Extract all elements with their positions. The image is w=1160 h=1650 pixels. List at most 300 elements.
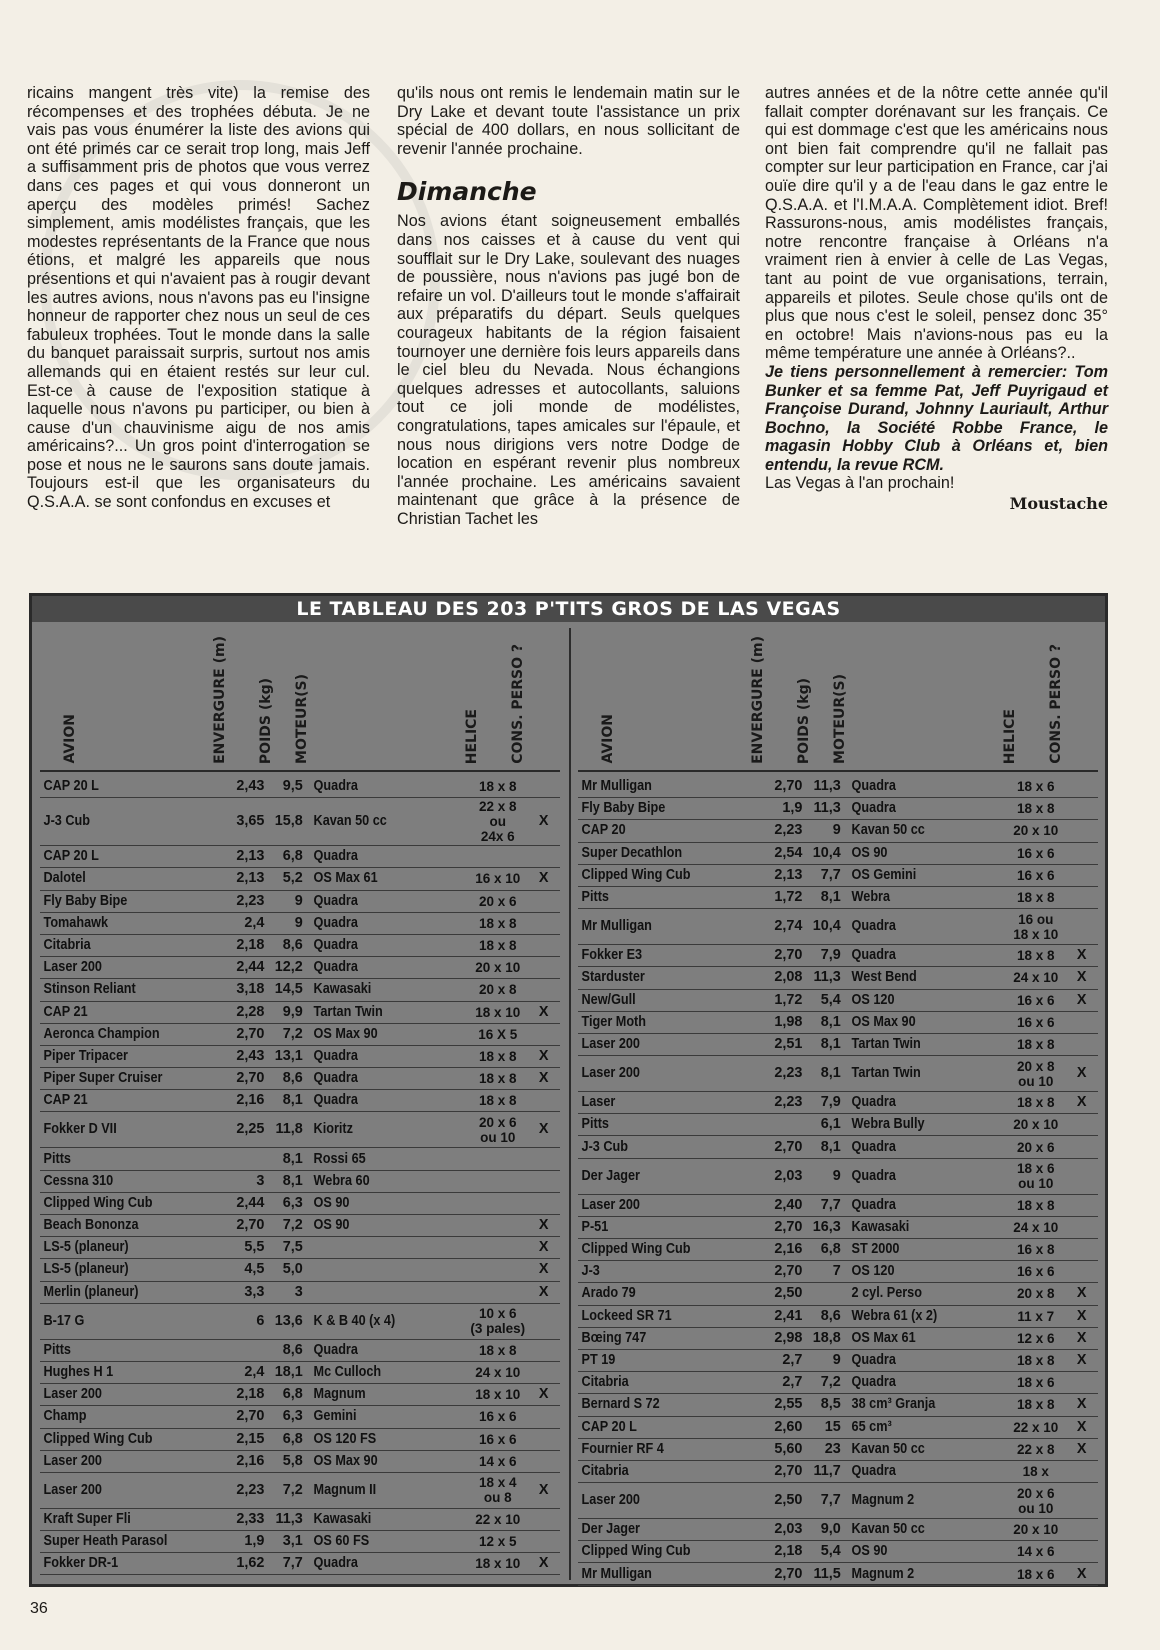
cell-helice: 22 x 8 ou 24x 6 bbox=[478, 799, 517, 845]
cell-helice: 16 x 6 bbox=[1016, 1014, 1055, 1030]
cell-poids: 11,3 bbox=[813, 800, 841, 817]
cell-moteur: OS Max 61 bbox=[851, 1329, 916, 1346]
table-row bbox=[40, 1193, 560, 1215]
cell-poids: 8,6 bbox=[282, 937, 303, 954]
cell-moteur: Quadra bbox=[313, 937, 358, 954]
cell-moteur: Quadra bbox=[851, 1352, 896, 1369]
cell-envergure: 2,15 bbox=[236, 1430, 265, 1447]
cell-helice: 18 x 8 bbox=[478, 1048, 517, 1064]
table-row bbox=[40, 846, 560, 868]
cell-avion: Citabria bbox=[43, 937, 91, 954]
cell-helice: 20 x 8 ou 10 bbox=[1016, 1058, 1055, 1089]
table-row bbox=[578, 1136, 1098, 1158]
aircraft-table bbox=[29, 593, 1108, 1587]
cell-moteur: 2 cyl. Perso bbox=[851, 1285, 922, 1302]
cell-helice: 18 x 8 bbox=[1016, 1353, 1055, 1369]
cell-moteur: Kavan 50 cc bbox=[851, 1440, 925, 1457]
table-row bbox=[578, 1372, 1098, 1394]
cell-cons: X bbox=[538, 1283, 549, 1300]
cell-helice: 18 x 10 bbox=[475, 1387, 521, 1403]
cell-helice: 18 x 8 bbox=[478, 779, 517, 795]
cell-poids: 9,9 bbox=[282, 1003, 303, 1020]
cell-avion: Super Heath Parasol bbox=[43, 1533, 168, 1550]
cell-moteur: Quadra bbox=[313, 1555, 358, 1572]
cell-moteur: Quadra bbox=[313, 892, 358, 909]
table-row bbox=[578, 967, 1098, 989]
cell-poids: 5,0 bbox=[282, 1261, 303, 1278]
column-2-text-bottom: Nos avions étant soigneusement emballés dans nos caisses et à cause du vent qui soufflait sur le Dry Lake, soulevant des nuages de poussière, nous n'avions pas jugé bon de refaire un vol. D'ailleurs tout le monde s'affairait aux préparatifs du départ. Seuls quelques courageux habitants de la région faisaient tournoyer une dernière fois leurs appareils dans le ciel bleu du Nevada. Nous échangions quelques adresses et autocollants, saluions tout ce joli monde de modélistes, congratulations, tapes amicales sur l'épaule, et nous nous dirigions vers notre Dodge de location en espérant revenir plus nombreux l'année prochaine. Les américains savaient maintenant que grâce à la présence de Christian Tachet les bbox=[397, 212, 740, 528]
table-row bbox=[578, 798, 1098, 820]
cell-avion: Fokker E3 bbox=[581, 947, 643, 964]
cell-cons: X bbox=[538, 1386, 549, 1403]
cell-avion: Hughes H 1 bbox=[43, 1364, 114, 1381]
cell-helice: 18 x 6 bbox=[1016, 1566, 1055, 1582]
table-row bbox=[578, 1350, 1098, 1372]
cell-poids: 8,1 bbox=[820, 1138, 841, 1155]
cell-envergure: 2,98 bbox=[774, 1329, 803, 1346]
cell-moteur: Quadra bbox=[313, 959, 358, 976]
table-row bbox=[578, 1092, 1098, 1114]
cell-poids: 14,5 bbox=[274, 981, 303, 998]
cell-avion: Clipped Wing Cub bbox=[581, 866, 691, 883]
cell-avion: Pitts bbox=[43, 1150, 71, 1167]
cell-avion: Merlin (planeur) bbox=[43, 1283, 139, 1300]
cell-poids: 8,1 bbox=[282, 1172, 303, 1189]
header-envergure: ENVERGURE (m) bbox=[212, 636, 228, 764]
cell-avion: Fokker DR-1 bbox=[43, 1555, 119, 1572]
cell-cons: X bbox=[1076, 1418, 1087, 1435]
cell-moteur: Quadra bbox=[313, 1070, 358, 1087]
cell-poids: 6,1 bbox=[820, 1116, 841, 1133]
cell-helice: 18 x 8 bbox=[478, 938, 517, 954]
cell-envergure: 1,98 bbox=[774, 1013, 803, 1030]
cell-envergure: 2,70 bbox=[774, 1565, 803, 1582]
cell-moteur: OS Max 90 bbox=[313, 1452, 378, 1469]
cell-avion: Laser 200 bbox=[581, 1196, 640, 1213]
cell-poids: 23 bbox=[824, 1440, 841, 1457]
cell-helice: 16 x 6 bbox=[1016, 845, 1055, 861]
cell-poids: 6,8 bbox=[282, 848, 303, 865]
cell-helice: 20 x 10 bbox=[1013, 823, 1059, 839]
cell-moteur: Webra 61 (x 2) bbox=[851, 1307, 937, 1324]
cell-poids: 9,0 bbox=[820, 1521, 841, 1538]
cell-moteur: Mc Culloch bbox=[313, 1364, 381, 1381]
cell-envergure: 2,18 bbox=[774, 1543, 803, 1560]
cell-envergure: 4,5 bbox=[244, 1261, 265, 1278]
cell-avion: New/Gull bbox=[581, 991, 636, 1008]
table-row bbox=[40, 935, 560, 957]
table-row bbox=[578, 865, 1098, 887]
cell-avion: Clipped Wing Cub bbox=[581, 1241, 691, 1258]
cell-avion: Dalotel bbox=[43, 870, 86, 887]
cell-helice: 18 x bbox=[1022, 1463, 1049, 1479]
cell-envergure: 2,44 bbox=[236, 959, 265, 976]
cell-cons: X bbox=[1076, 1094, 1087, 1111]
cell-poids: 8,5 bbox=[820, 1396, 841, 1413]
table-row bbox=[578, 945, 1098, 967]
header-avion: AVION bbox=[600, 714, 616, 764]
cell-poids: 16,3 bbox=[812, 1218, 841, 1235]
cell-envergure: 2,70 bbox=[774, 947, 803, 964]
cell-moteur: Magnum 2 bbox=[851, 1565, 914, 1582]
cell-moteur: Tartan Twin bbox=[313, 1003, 383, 1020]
cell-cons: X bbox=[538, 1003, 549, 1020]
table-row bbox=[40, 1215, 560, 1237]
cell-helice: 16 x 6 bbox=[1016, 1264, 1055, 1280]
cell-cons: X bbox=[538, 1121, 549, 1138]
cell-helice: 22 x 10 bbox=[1013, 1419, 1059, 1435]
cell-helice: 20 x 8 bbox=[1016, 1286, 1055, 1302]
table-row bbox=[578, 1541, 1098, 1563]
cell-cons: X bbox=[538, 1217, 549, 1234]
cell-envergure: 2,03 bbox=[774, 1521, 803, 1538]
column-1-text: ricains mangent très vite) la remise des récompenses et des trophées débuta. Je ne vais pas vous énumérer la liste des avions qui ont été primés car ce serait trop long, mais Jeff a suffisamment pris de photos que vous verrez dans ces pages et qui vous donneront un aperçu des modèles primés! Sachez simplement, amis modélistes français, que les modestes représentants de la France que nous étions, et malgré les appareils que nous présentions et qui n'avaient pas à rougir devant les autres avions, nous n'avons pas eu l'insigne honneur de rapporter chez nous un seul de ces fabuleux trophées. Tout le monde dans la salle du banquet paraissait surpris, surtout nos amis allemands qui en étaient restés sur leur cul. Est-ce à cause de l'exposition statique à laquelle nous n'avons pu participer, ou bien à cause d'un chauvinisme aigu de nos amis américains?... Un gros point d'interrogation se pose et nous ne le saurons sans doute jamais. Toujours est-il que les organisateurs du Q.S.A.A. se sont confondus en excuses et bbox=[27, 84, 370, 512]
cell-poids: 13,1 bbox=[274, 1047, 303, 1064]
acknowledgements: Je tiens personnellement à remercier: Tom Bunker et sa femme Pat, Jeff Puyrigaud et Françoise Durand, Johnny Lauriault, Arthur Bochno, la Société Robbe France, le magasin Hobby Club à Orléans et, bien entendu, la revue RCM. bbox=[765, 362, 1108, 474]
cell-helice: 18 x 8 bbox=[1016, 801, 1055, 817]
column-3-text: autres années et de la nôtre cette année qu'il fallait compter dorénavant sur les français. Ce qui est dommage c'est que les américains nous ont bien fait comprendre qu'il ne fallait pas compter sur leur participation en France, car j'ai ouïe dire qu'il y a de l'eau dans le gaz entre le Q.S.A.A. et l'I.M.A.A. Complètement idiot. Bref! Rassurons-nous, amis modélistes français, notre rencontre française à Orléans n'a vraiment rien à envier à celle de Las Vegas, tant au point de vue organisations, terrain, appareils et pilotes. Seule chose qu'ils ont de plus que nous c'est le soleil, pensez donc 35° en octobre! Mais n'avions-nous pas eu la même température une année à Orléans?.. bbox=[765, 84, 1108, 363]
cell-poids: 5,8 bbox=[282, 1452, 303, 1469]
cell-envergure: 2,50 bbox=[774, 1285, 803, 1302]
cell-envergure: 2,74 bbox=[774, 918, 803, 935]
cell-poids: 5,2 bbox=[282, 870, 303, 887]
cell-avion: PT 19 bbox=[581, 1352, 616, 1369]
cell-envergure: 2,70 bbox=[774, 1462, 803, 1479]
cell-helice: 18 x 6 bbox=[1016, 1375, 1055, 1391]
cell-avion: Arado 79 bbox=[581, 1285, 636, 1302]
cell-moteur: Kawasaki bbox=[851, 1218, 909, 1235]
cell-avion: Citabria bbox=[581, 1462, 629, 1479]
table-row bbox=[578, 820, 1098, 842]
cell-poids: 7,2 bbox=[820, 1374, 841, 1391]
cell-moteur: OS Gemini bbox=[851, 866, 917, 883]
cell-helice: 16 x 8 bbox=[1016, 1242, 1055, 1258]
cell-envergure: 2,41 bbox=[774, 1307, 803, 1324]
cell-moteur: Quadra bbox=[851, 1167, 896, 1184]
cell-helice: 18 x 8 bbox=[478, 915, 517, 931]
cell-avion: Tiger Moth bbox=[581, 1013, 647, 1030]
cell-moteur: Quadra bbox=[313, 1092, 358, 1109]
cell-poids: 11,3 bbox=[275, 1510, 303, 1527]
table-row bbox=[578, 1563, 1098, 1585]
cell-helice: 10 x 6 (3 pales) bbox=[470, 1306, 526, 1337]
cell-avion: Laser 200 bbox=[581, 1035, 640, 1052]
cell-avion: CAP 21 bbox=[43, 1003, 88, 1020]
cell-envergure: 2,33 bbox=[236, 1510, 265, 1527]
table-row bbox=[40, 868, 560, 890]
table-row bbox=[40, 1002, 560, 1024]
cell-envergure: 2,70 bbox=[236, 1408, 265, 1425]
cell-poids: 7,9 bbox=[820, 1094, 841, 1111]
cell-moteur: Quadra bbox=[851, 1138, 896, 1155]
cell-avion: Piper Super Cruiser bbox=[43, 1070, 163, 1087]
cell-avion: Fournier RF 4 bbox=[581, 1440, 664, 1457]
cell-avion: Laser 200 bbox=[581, 1065, 640, 1082]
cell-avion: Stinson Reliant bbox=[43, 981, 136, 998]
cell-avion: Fly Baby Bipe bbox=[581, 800, 666, 817]
cell-poids: 7 bbox=[832, 1263, 841, 1280]
cell-avion: Bernard S 72 bbox=[581, 1396, 660, 1413]
cell-cons: X bbox=[538, 870, 549, 887]
cell-avion: Pitts bbox=[581, 1116, 609, 1133]
header-poids: POIDS (kg) bbox=[258, 677, 274, 764]
cell-moteur: Webra 60 bbox=[313, 1172, 370, 1189]
cell-envergure: 2,4 bbox=[244, 914, 265, 931]
table-divider bbox=[569, 628, 571, 1580]
header-helice: HELICE bbox=[1002, 708, 1018, 764]
cell-envergure: 2,13 bbox=[236, 870, 265, 887]
cell-envergure: 2,70 bbox=[774, 778, 803, 795]
cell-moteur: Quadra bbox=[851, 1094, 896, 1111]
cell-envergure: 2,40 bbox=[774, 1196, 803, 1213]
table-row bbox=[40, 1429, 560, 1451]
cell-helice: 14 x 6 bbox=[478, 1453, 517, 1469]
cell-poids: 18,8 bbox=[812, 1329, 841, 1346]
cell-moteur: Gemini bbox=[313, 1408, 357, 1425]
cell-helice: 20 x 8 bbox=[478, 982, 517, 998]
cell-cons: X bbox=[1076, 1285, 1087, 1302]
cell-cons: X bbox=[1076, 1352, 1087, 1369]
table-row bbox=[578, 1239, 1098, 1261]
cell-envergure: 2,23 bbox=[774, 1065, 803, 1082]
table-row bbox=[40, 1148, 560, 1170]
article-column-1 bbox=[27, 84, 370, 512]
cell-envergure: 1,72 bbox=[774, 991, 803, 1008]
cell-moteur: OS 120 FS bbox=[313, 1430, 376, 1447]
cell-poids: 11,3 bbox=[813, 969, 841, 986]
cell-poids: 8,6 bbox=[820, 1307, 841, 1324]
header-moteur: MOTEUR(S) bbox=[294, 674, 310, 764]
cell-poids: 7,2 bbox=[282, 1025, 303, 1042]
cell-cons: X bbox=[538, 1555, 549, 1572]
cell-poids: 11,3 bbox=[813, 778, 841, 795]
cell-avion: CAP 21 bbox=[43, 1092, 88, 1109]
cell-envergure: 2,60 bbox=[774, 1418, 803, 1435]
cell-avion: Laser bbox=[581, 1094, 616, 1111]
cell-poids: 8,1 bbox=[820, 1065, 841, 1082]
cell-poids: 12,2 bbox=[274, 959, 303, 976]
cell-poids: 8,1 bbox=[820, 1013, 841, 1030]
cell-moteur: Quadra bbox=[313, 1047, 358, 1064]
cell-envergure: 1,9 bbox=[782, 800, 803, 817]
table-row bbox=[578, 1417, 1098, 1439]
cell-moteur: OS 90 bbox=[313, 1194, 350, 1211]
cell-avion: CAP 20 L bbox=[43, 778, 99, 795]
cell-avion: Mr Mulligan bbox=[581, 918, 652, 935]
cell-moteur: Quadra bbox=[313, 1341, 358, 1358]
cell-helice: 20 x 6 bbox=[478, 893, 517, 909]
article-column-3 bbox=[765, 84, 1108, 514]
cell-poids: 7,2 bbox=[282, 1217, 303, 1234]
cell-envergure: 2,70 bbox=[236, 1025, 265, 1042]
table-row bbox=[578, 1439, 1098, 1461]
cell-helice: 16 X 5 bbox=[478, 1026, 518, 1042]
cell-cons: X bbox=[1076, 1565, 1087, 1582]
cell-avion: Laser 200 bbox=[43, 959, 102, 976]
cell-helice: 14 x 6 bbox=[1016, 1544, 1055, 1560]
cell-envergure: 2,7 bbox=[782, 1374, 803, 1391]
cell-helice: 18 x 10 bbox=[475, 1004, 521, 1020]
cell-poids: 9,5 bbox=[282, 778, 303, 795]
table-row bbox=[578, 909, 1098, 945]
table-row bbox=[40, 1090, 560, 1112]
cell-poids: 7,7 bbox=[820, 1492, 841, 1509]
cell-poids: 8,1 bbox=[282, 1150, 303, 1167]
cell-helice: 22 x 10 bbox=[475, 1511, 521, 1527]
table-row bbox=[578, 1217, 1098, 1239]
table-row bbox=[40, 913, 560, 935]
cell-helice: 22 x 8 bbox=[1016, 1441, 1055, 1457]
table-row bbox=[578, 1394, 1098, 1416]
cell-helice: 18 x 8 bbox=[478, 1093, 517, 1109]
table-row bbox=[40, 1451, 560, 1473]
cell-poids: 6,8 bbox=[820, 1241, 841, 1258]
cell-poids: 7,7 bbox=[820, 866, 841, 883]
cell-moteur: Kavan 50 cc bbox=[851, 822, 925, 839]
table-row bbox=[40, 1046, 560, 1068]
header-poids: POIDS (kg) bbox=[796, 677, 812, 764]
cell-envergure: 1,72 bbox=[774, 889, 803, 906]
header-cons: CONS. PERSO ? bbox=[1048, 644, 1064, 764]
cell-poids: 5,4 bbox=[820, 1543, 841, 1560]
cell-envergure: 1,9 bbox=[244, 1533, 265, 1550]
cell-moteur: OS Max 90 bbox=[851, 1013, 916, 1030]
cell-avion: Tomahawk bbox=[43, 914, 109, 931]
cell-avion: Lockeed SR 71 bbox=[581, 1307, 672, 1324]
cell-envergure: 2,18 bbox=[236, 937, 265, 954]
cell-cons: X bbox=[538, 1481, 549, 1498]
cell-cons: X bbox=[538, 1070, 549, 1087]
cell-envergure: 2,70 bbox=[236, 1217, 265, 1234]
cell-moteur: Quadra bbox=[851, 778, 896, 795]
cell-moteur: Tartan Twin bbox=[851, 1065, 921, 1082]
cell-avion: CAP 20 L bbox=[43, 848, 99, 865]
cell-poids: 11,7 bbox=[813, 1462, 841, 1479]
cell-envergure: 2,16 bbox=[236, 1092, 265, 1109]
cell-moteur: OS 120 bbox=[851, 1263, 895, 1280]
header-avion: AVION bbox=[62, 714, 78, 764]
cell-moteur: Magnum II bbox=[313, 1481, 376, 1498]
cell-avion: Laser 200 bbox=[43, 1452, 102, 1469]
table-row bbox=[578, 990, 1098, 1012]
table-row bbox=[40, 1473, 560, 1509]
cell-avion: Champ bbox=[43, 1408, 87, 1425]
table-row bbox=[578, 1159, 1098, 1195]
cell-avion: Der Jager bbox=[581, 1167, 640, 1184]
cell-avion: J-3 Cub bbox=[581, 1138, 628, 1155]
cell-avion: J-3 Cub bbox=[43, 813, 90, 830]
cell-envergure: 2,03 bbox=[774, 1167, 803, 1184]
cell-envergure: 5,5 bbox=[244, 1239, 265, 1256]
cell-avion: Bœing 747 bbox=[581, 1329, 647, 1346]
cell-envergure: 2,55 bbox=[774, 1396, 803, 1413]
cell-moteur: OS 120 bbox=[851, 991, 895, 1008]
cell-helice: 20 x 10 bbox=[1013, 1522, 1059, 1538]
table-row bbox=[578, 1328, 1098, 1350]
table-row bbox=[40, 1171, 560, 1193]
cell-poids: 15,8 bbox=[274, 813, 303, 830]
cell-envergure: 2,43 bbox=[236, 1047, 265, 1064]
cell-envergure: 2,54 bbox=[774, 844, 803, 861]
cell-envergure: 2,70 bbox=[774, 1263, 803, 1280]
section-heading-dimanche: Dimanche bbox=[397, 177, 537, 207]
cell-helice: 20 x 6 bbox=[1016, 1139, 1055, 1155]
cell-moteur: Kavan 50 cc bbox=[851, 1521, 925, 1538]
table-row bbox=[40, 1068, 560, 1090]
cell-moteur: West Bend bbox=[851, 969, 917, 986]
article-column-2 bbox=[397, 84, 740, 528]
cell-moteur: Quadra bbox=[313, 914, 358, 931]
cell-poids: 11,5 bbox=[813, 1565, 841, 1582]
cell-envergure: 1,62 bbox=[236, 1555, 265, 1572]
cell-cons: X bbox=[538, 1239, 549, 1256]
table-header bbox=[40, 630, 560, 772]
cell-moteur: Kawasaki bbox=[313, 981, 371, 998]
cell-envergure: 2,16 bbox=[774, 1241, 803, 1258]
cell-avion: CAP 20 L bbox=[581, 1418, 637, 1435]
cell-helice: 18 x 8 bbox=[1016, 1036, 1055, 1052]
cell-moteur: Quadra bbox=[313, 848, 358, 865]
cell-envergure: 2,43 bbox=[236, 778, 265, 795]
cell-envergure: 2,70 bbox=[774, 1218, 803, 1235]
cell-moteur: Quadra bbox=[313, 778, 358, 795]
cell-helice: 18 x 8 bbox=[1016, 1397, 1055, 1413]
cell-helice: 18 x 8 bbox=[1016, 1197, 1055, 1213]
cell-avion: Mr Mulligan bbox=[581, 778, 652, 795]
cell-envergure: 3,65 bbox=[236, 813, 265, 830]
cell-poids: 3,1 bbox=[282, 1533, 303, 1550]
table-row bbox=[578, 1034, 1098, 1056]
cell-avion: Beach Bononza bbox=[43, 1217, 139, 1234]
column-2-text-top: qu'ils nous ont remis le lendemain matin sur le Dry Lake et devant toute l'assistance un prix spécial de 400 dollars, en nous sollicitant de revenir l'année prochaine. bbox=[397, 84, 740, 158]
cell-cons: X bbox=[1076, 947, 1087, 964]
cell-moteur: Quadra bbox=[851, 947, 896, 964]
table-row bbox=[578, 1283, 1098, 1305]
cell-helice: 18 x 6 bbox=[1016, 779, 1055, 795]
cell-envergure: 2,18 bbox=[236, 1386, 265, 1403]
cell-envergure: 2,16 bbox=[236, 1452, 265, 1469]
table-row bbox=[578, 1306, 1098, 1328]
cell-moteur: Kawasaki bbox=[313, 1510, 371, 1527]
cell-envergure: 2,51 bbox=[774, 1035, 803, 1052]
table-right-half bbox=[578, 630, 1098, 1582]
cell-moteur: 65 cm³ bbox=[851, 1418, 892, 1435]
table-row bbox=[578, 1195, 1098, 1217]
table-row bbox=[578, 1012, 1098, 1034]
table-row bbox=[40, 1384, 560, 1406]
cell-poids: 11,8 bbox=[275, 1121, 303, 1138]
cell-envergure: 2,50 bbox=[774, 1492, 803, 1509]
table-row bbox=[578, 887, 1098, 909]
cell-cons: X bbox=[1076, 1440, 1087, 1457]
table-row bbox=[40, 1259, 560, 1281]
cell-avion: P-51 bbox=[581, 1218, 609, 1235]
cell-moteur: Rossi 65 bbox=[313, 1150, 366, 1167]
header-envergure: ENVERGURE (m) bbox=[750, 636, 766, 764]
cell-moteur: OS 60 FS bbox=[313, 1533, 369, 1550]
cell-helice: 20 x 10 bbox=[1013, 1117, 1059, 1133]
cell-poids: 10,4 bbox=[812, 844, 841, 861]
table-row bbox=[40, 957, 560, 979]
cell-poids: 10,4 bbox=[812, 918, 841, 935]
cell-envergure: 3,18 bbox=[236, 981, 265, 998]
cell-helice: 18 x 4 ou 8 bbox=[478, 1475, 517, 1506]
cell-envergure: 2,4 bbox=[244, 1364, 265, 1381]
table-title: LE TABLEAU DES 203 P'TITS GROS DE LAS VEGAS bbox=[32, 596, 1105, 622]
table-row bbox=[578, 1056, 1098, 1092]
cell-helice: 12 x 6 bbox=[1016, 1330, 1055, 1346]
cell-helice: 18 x 6 ou 10 bbox=[1016, 1161, 1055, 1192]
